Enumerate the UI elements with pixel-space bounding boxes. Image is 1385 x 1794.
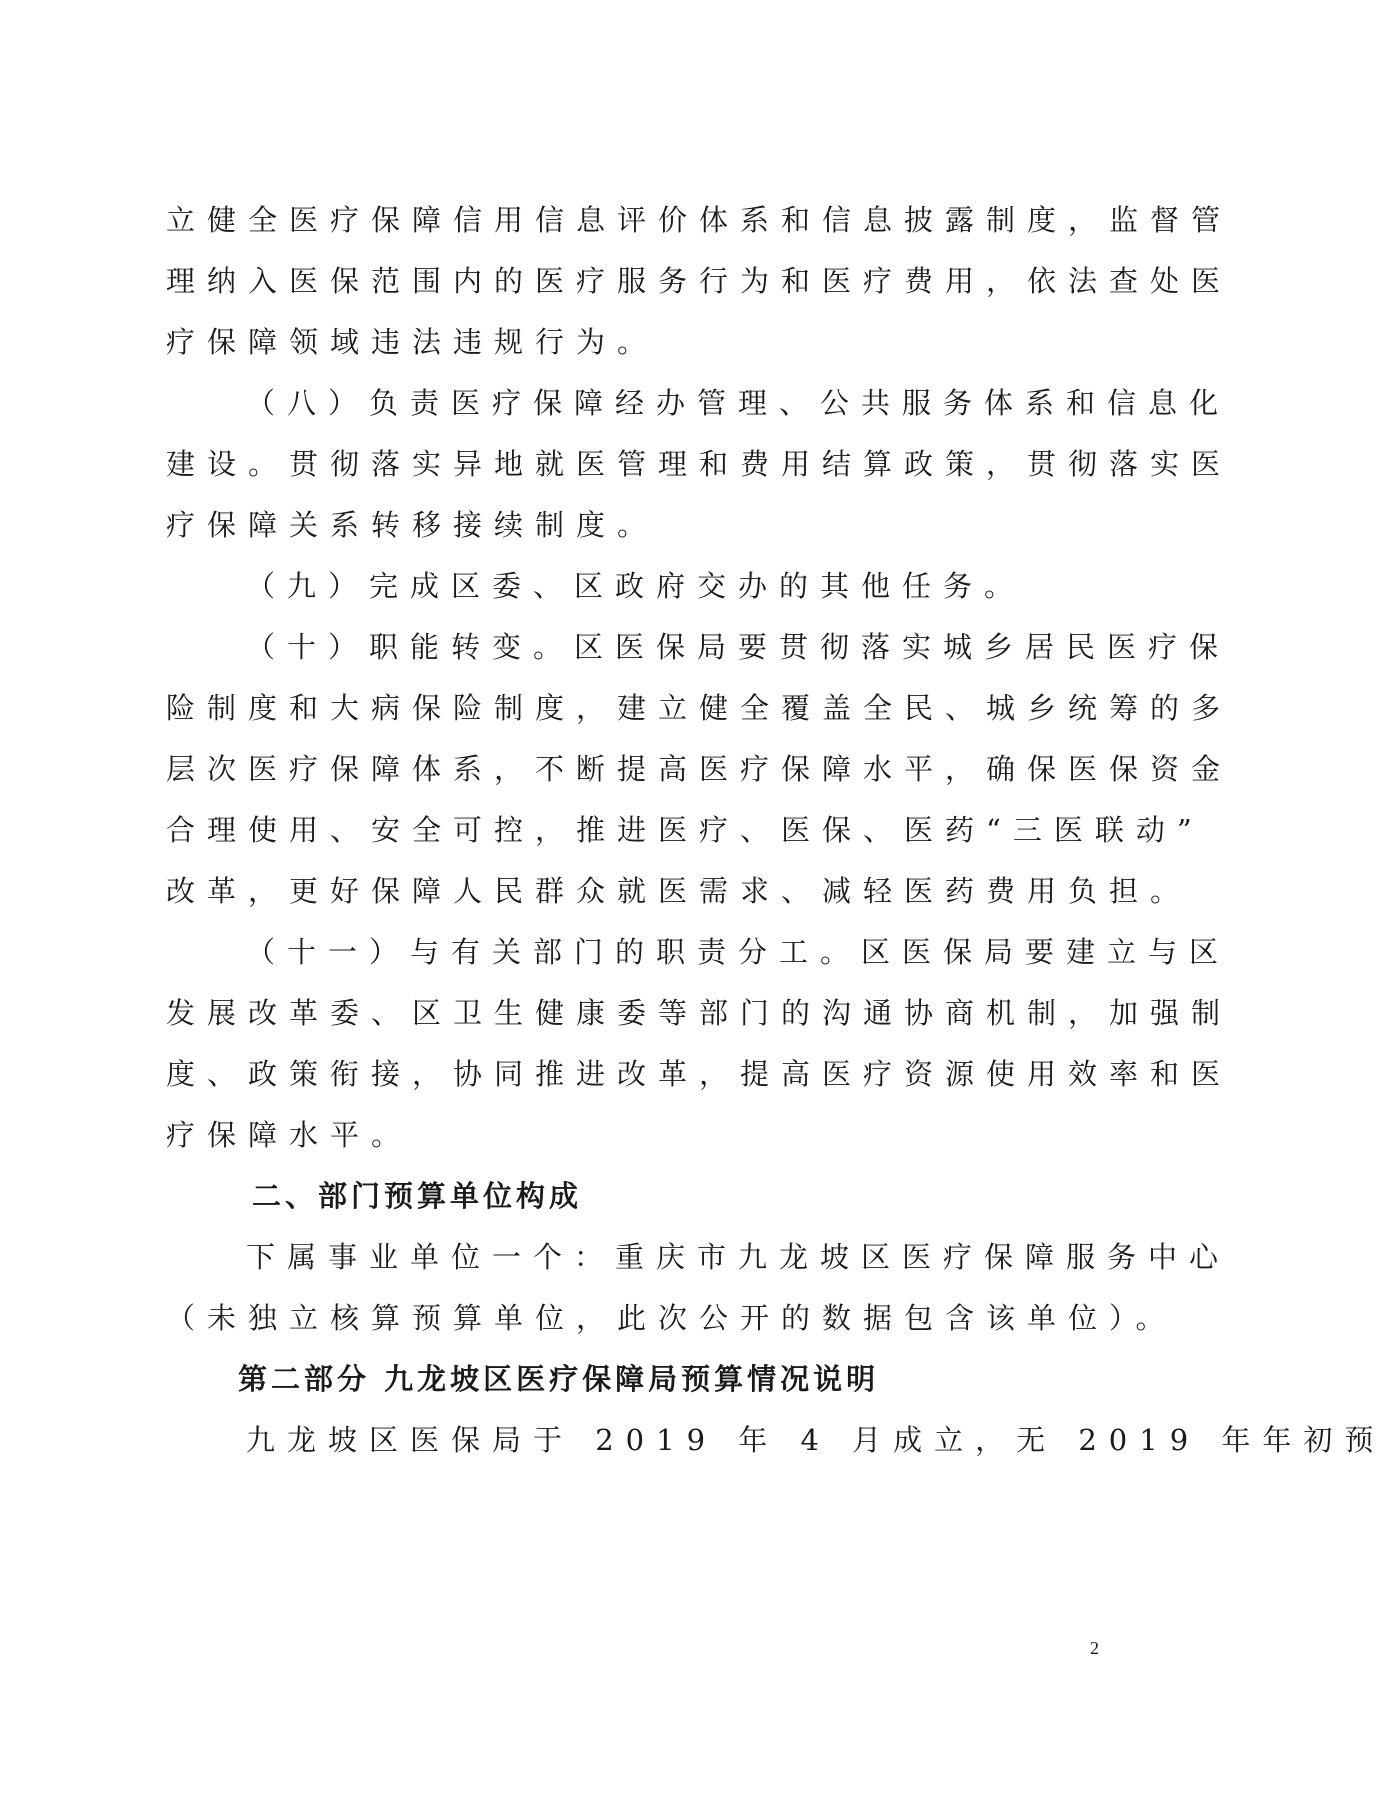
paragraph-line: 九龙坡区医保局于 2019 年 4 月成立，无 2019 年年初预 — [246, 1423, 1385, 1457]
paragraph-line: 发展改革委、区卫生健康委等部门的沟通协商机制，加强制 — [166, 996, 1233, 1030]
paragraph-line: （十）职能转变。区医保局要贯彻落实城乡居民医疗保 — [246, 630, 1231, 664]
paragraph-line: 改革，更好保障人民群众就医需求、减轻医药费用负担。 — [166, 874, 1192, 908]
paragraph-line: 疗保障领域违法违规行为。 — [166, 325, 659, 359]
paragraph-line: 下属事业单位一个：重庆市九龙坡区医疗保障服务中心 — [246, 1240, 1231, 1274]
paragraph-line: 度、政策衔接，协同推进改革，提高医疗资源使用效率和医 — [166, 1057, 1233, 1091]
paragraph-line: 层次医疗保障体系，不断提高医疗保障水平，确保医保资金 — [166, 752, 1233, 786]
section-heading: 二、部门预算单位构成 — [252, 1179, 583, 1213]
part-heading: 第二部分 九龙坡区医疗保障局预算情况说明 — [238, 1362, 880, 1396]
paragraph-line: 建设。贯彻落实异地就医管理和费用结算政策，贯彻落实医 — [166, 447, 1233, 481]
paragraph-line: 理纳入医保范围内的医疗服务行为和医疗费用，依法查处医 — [166, 264, 1233, 298]
paragraph-line: （八）负责医疗保障经办管理、公共服务体系和信息化 — [246, 386, 1231, 420]
paragraph-line: 立健全医疗保障信用信息评价体系和信息披露制度，监督管 — [166, 203, 1233, 237]
page-number: 2 — [1090, 1638, 1099, 1658]
paragraph-line: （九）完成区委、区政府交办的其他任务。 — [246, 569, 1026, 603]
paragraph-line: 合理使用、安全可控，推进医疗、医保、医药“三医联动” — [166, 813, 1204, 847]
paragraph-line: 疗保障关系转移接续制度。 — [166, 508, 659, 542]
paragraph-line: 疗保障水平。 — [166, 1118, 413, 1152]
paragraph-line: （未独立核算预算单位，此次公开的数据包含该单位）。 — [166, 1301, 1177, 1335]
paragraph-line: （十一）与有关部门的职责分工。区医保局要建立与区 — [246, 935, 1231, 969]
paragraph-line: 险制度和大病保险制度，建立健全覆盖全民、城乡统筹的多 — [166, 691, 1233, 725]
